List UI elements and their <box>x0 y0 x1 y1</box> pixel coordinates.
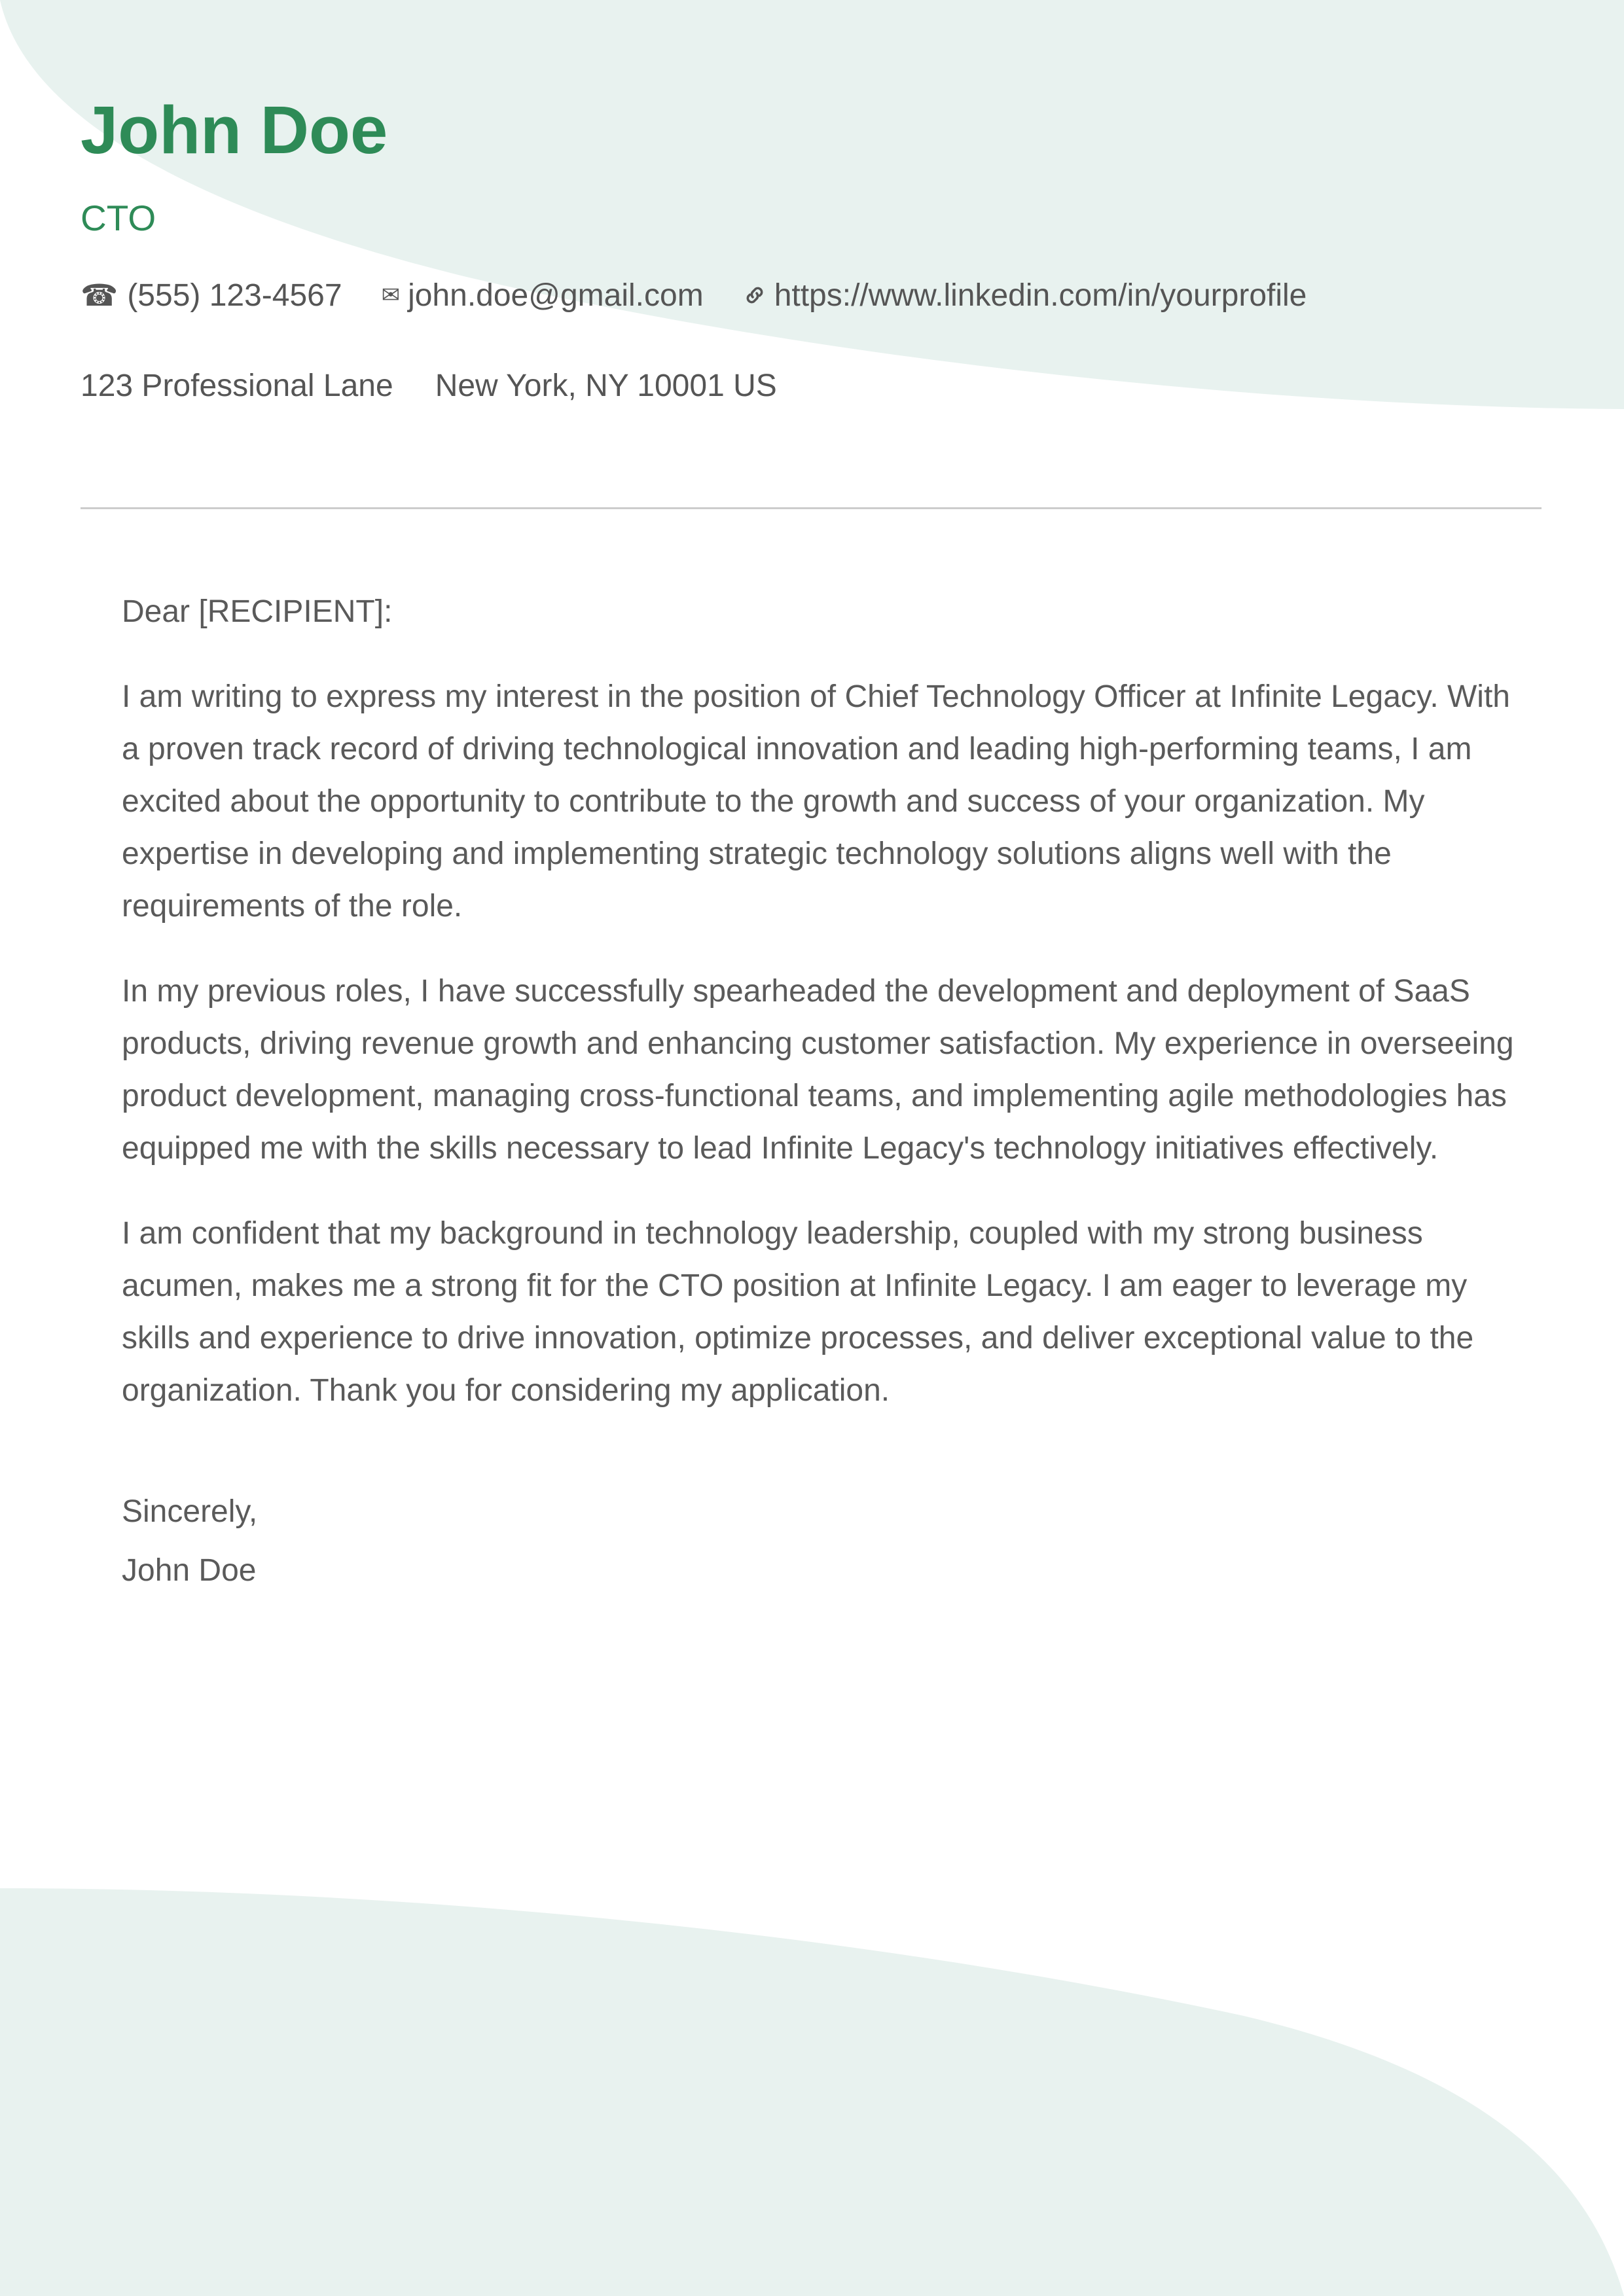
applicant-name: John Doe <box>81 92 388 168</box>
contact-linkedin[interactable] <box>743 278 1307 314</box>
address <box>81 364 777 407</box>
header-divider <box>81 507 1542 509</box>
letter-paragraph-2: In my previous roles, I have successfully spearheaded the development and deployment of SaaS products, driving revenue growth and enhancing customer satisfaction. My experience in overseeing product development, managing cross-functional teams, and implementing agile methodologies has equipped me with the skills necessary to lead Infinite Legacy's technology initiatives effectively. <box>122 974 1514 1166</box>
phone-number: (555) 123-4567 <box>127 278 342 313</box>
salutation: Dear [RECIPIENT]: <box>122 594 393 629</box>
linkedin-url[interactable]: https://www.linkedin.com/in/yourprofile <box>774 278 1307 313</box>
phone-icon: ☎ <box>81 278 118 312</box>
closing: Sincerely, <box>122 1494 258 1529</box>
letter-body <box>122 586 1523 1600</box>
street-address: 123 Professional Lane <box>81 368 393 403</box>
signature: John Doe <box>122 1553 257 1588</box>
email-address[interactable]: john.doe@gmail.com <box>408 278 704 313</box>
job-title: CTO <box>81 198 156 238</box>
envelope-icon: ✉ <box>381 283 401 308</box>
city-address: New York, NY 10001 US <box>435 368 777 403</box>
letter-paragraph-3: I am confident that my background in technology leadership, coupled with my strong business acumen, makes me a strong fit for the CTO position at Infinite Legacy. I am eager to leverage my skills and experience to drive innovation, optimize processes, and deliver exceptional value to the organization. Thank you for considering my application. <box>122 1216 1474 1408</box>
letter-paragraph-1: I am writing to express my interest in the position of Chief Technology Officer at Infinite Legacy. With a proven track record of driving technological innovation and leading high-performing teams, I am excited about the opportunity to contribute to the growth and success of your organization. My expertise in developing and implementing strategic technology solutions aligns well with the requirements of the role. <box>122 679 1510 924</box>
link-icon <box>743 283 767 307</box>
contact-email[interactable] <box>382 278 704 314</box>
contact-phone <box>81 278 342 314</box>
contact-info <box>81 274 1346 317</box>
